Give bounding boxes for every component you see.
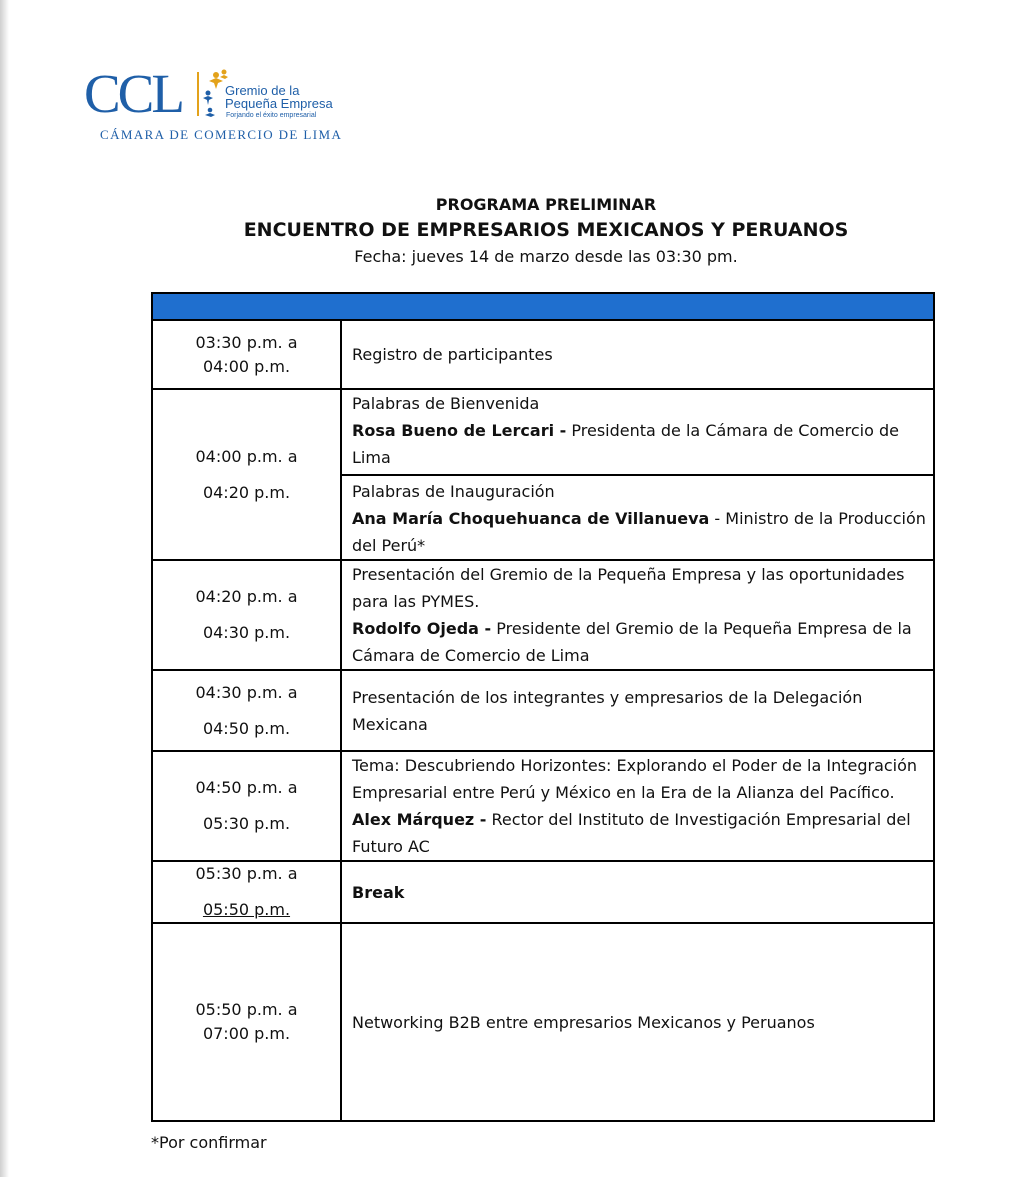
time-end: 04:50 p.m. — [202, 718, 291, 738]
activity-title: Palabras de Bienvenida — [352, 394, 540, 413]
time-start: 04:20 p.m. a — [195, 587, 298, 606]
logo-separator — [197, 72, 199, 116]
activity-title: Presentación del Gremio de la Pequeña Empresa y las oportunidades para las PYMES. — [352, 565, 905, 611]
activity-cell — [341, 861, 934, 923]
time-end: 05:50 p.m. — [202, 900, 291, 919]
time-start: 05:50 p.m. a — [195, 1000, 298, 1019]
table-row — [152, 320, 934, 389]
logo-gremio-text — [225, 84, 333, 110]
speaker-name: Alex Márquez - — [352, 810, 487, 829]
time-start: 04:00 p.m. a — [195, 446, 298, 466]
table-row — [152, 751, 934, 861]
activity-cell — [341, 389, 934, 560]
activity-cell — [341, 670, 934, 751]
table-row — [152, 861, 934, 923]
logo-gremio-line2: Pequeña Empresa — [225, 96, 333, 111]
time-cell — [152, 751, 341, 861]
time-start: 04:50 p.m. a — [195, 778, 298, 797]
activity-cell — [341, 923, 934, 1121]
logo-gremio-line1: Gremio de la — [225, 83, 300, 98]
agenda-header-bar — [152, 293, 934, 320]
program-label: PROGRAMA PRELIMINAR — [435, 195, 657, 214]
logo-camara-text: CÁMARA DE COMERCIO DE LIMA — [100, 127, 343, 142]
activity-cell — [341, 560, 934, 670]
table-row — [152, 389, 934, 560]
time-cell — [152, 670, 341, 751]
table-row — [152, 560, 934, 670]
speaker-name: Rosa Bueno de Lercari - — [352, 421, 567, 440]
activity-text: Presentación de los integrantes y empresarios de la Delegación Mexicana — [352, 687, 863, 734]
agenda-table — [151, 292, 935, 1122]
event-title: ENCUENTRO DE EMPRESARIOS MEXICANOS Y PERUANOS — [243, 219, 849, 241]
time-end: 04:30 p.m. — [202, 623, 291, 642]
logo-ccl-text: CCL — [84, 63, 182, 124]
activity-cell — [341, 320, 934, 389]
page-edge-shadow — [0, 0, 9, 1177]
speaker-role: - Ministro de la Producción del Perú* — [352, 509, 926, 555]
time-end: 05:30 p.m. — [202, 814, 291, 833]
time-start: 04:30 p.m. a — [195, 682, 298, 702]
activity-text: Break — [352, 882, 405, 902]
footnote: *Por confirmar — [151, 1133, 267, 1152]
time-start: 05:30 p.m. a — [195, 864, 298, 883]
activity-text: Networking B2B entre empresarios Mexicanos y Peruanos — [352, 1012, 815, 1032]
time-cell — [152, 861, 341, 923]
time-cell — [152, 923, 341, 1121]
table-row — [152, 923, 934, 1121]
speaker-role: Presidente del Gremio de la Pequeña Empresa de la Cámara de Comercio de Lima — [352, 619, 912, 665]
event-date: Fecha: jueves 14 de marzo desde las 03:30 pm. — [354, 247, 738, 266]
speaker-name: Ana María Choquehuanca de Villanueva — [352, 509, 710, 528]
table-row — [152, 670, 934, 751]
activity-cell — [341, 751, 934, 861]
time-end: 04:20 p.m. — [202, 482, 291, 502]
time-end: 07:00 p.m. — [202, 1024, 291, 1043]
speaker-role: Rector del Instituto de Investigación Empresarial del Futuro AC — [352, 810, 911, 856]
time-start: 03:30 p.m. a — [195, 332, 298, 352]
activity-title: Tema: Descubriendo Horizontes: Explorando el Poder de la Integración Empresarial entre Perú y México en la Era de la Alianza del Pacífico. — [352, 756, 918, 802]
time-cell — [152, 389, 341, 560]
logo-tagline: Forjando el éxito empresarial — [226, 112, 317, 119]
agenda-header-row — [152, 293, 934, 320]
activity-title: Palabras de Inauguración — [352, 482, 555, 501]
time-end: 04:00 p.m. — [202, 356, 291, 376]
time-cell — [152, 560, 341, 670]
ccl-logo — [84, 64, 344, 148]
activity-text: Registro de participantes — [352, 345, 553, 364]
activity-block-inauguration — [342, 476, 933, 559]
speaker-role: Presidenta de la Cámara de Comercio de Lima — [352, 421, 899, 467]
speaker-name: Rodolfo Ojeda - — [352, 619, 492, 638]
activity-block-welcome — [342, 390, 933, 476]
time-cell — [152, 320, 341, 389]
